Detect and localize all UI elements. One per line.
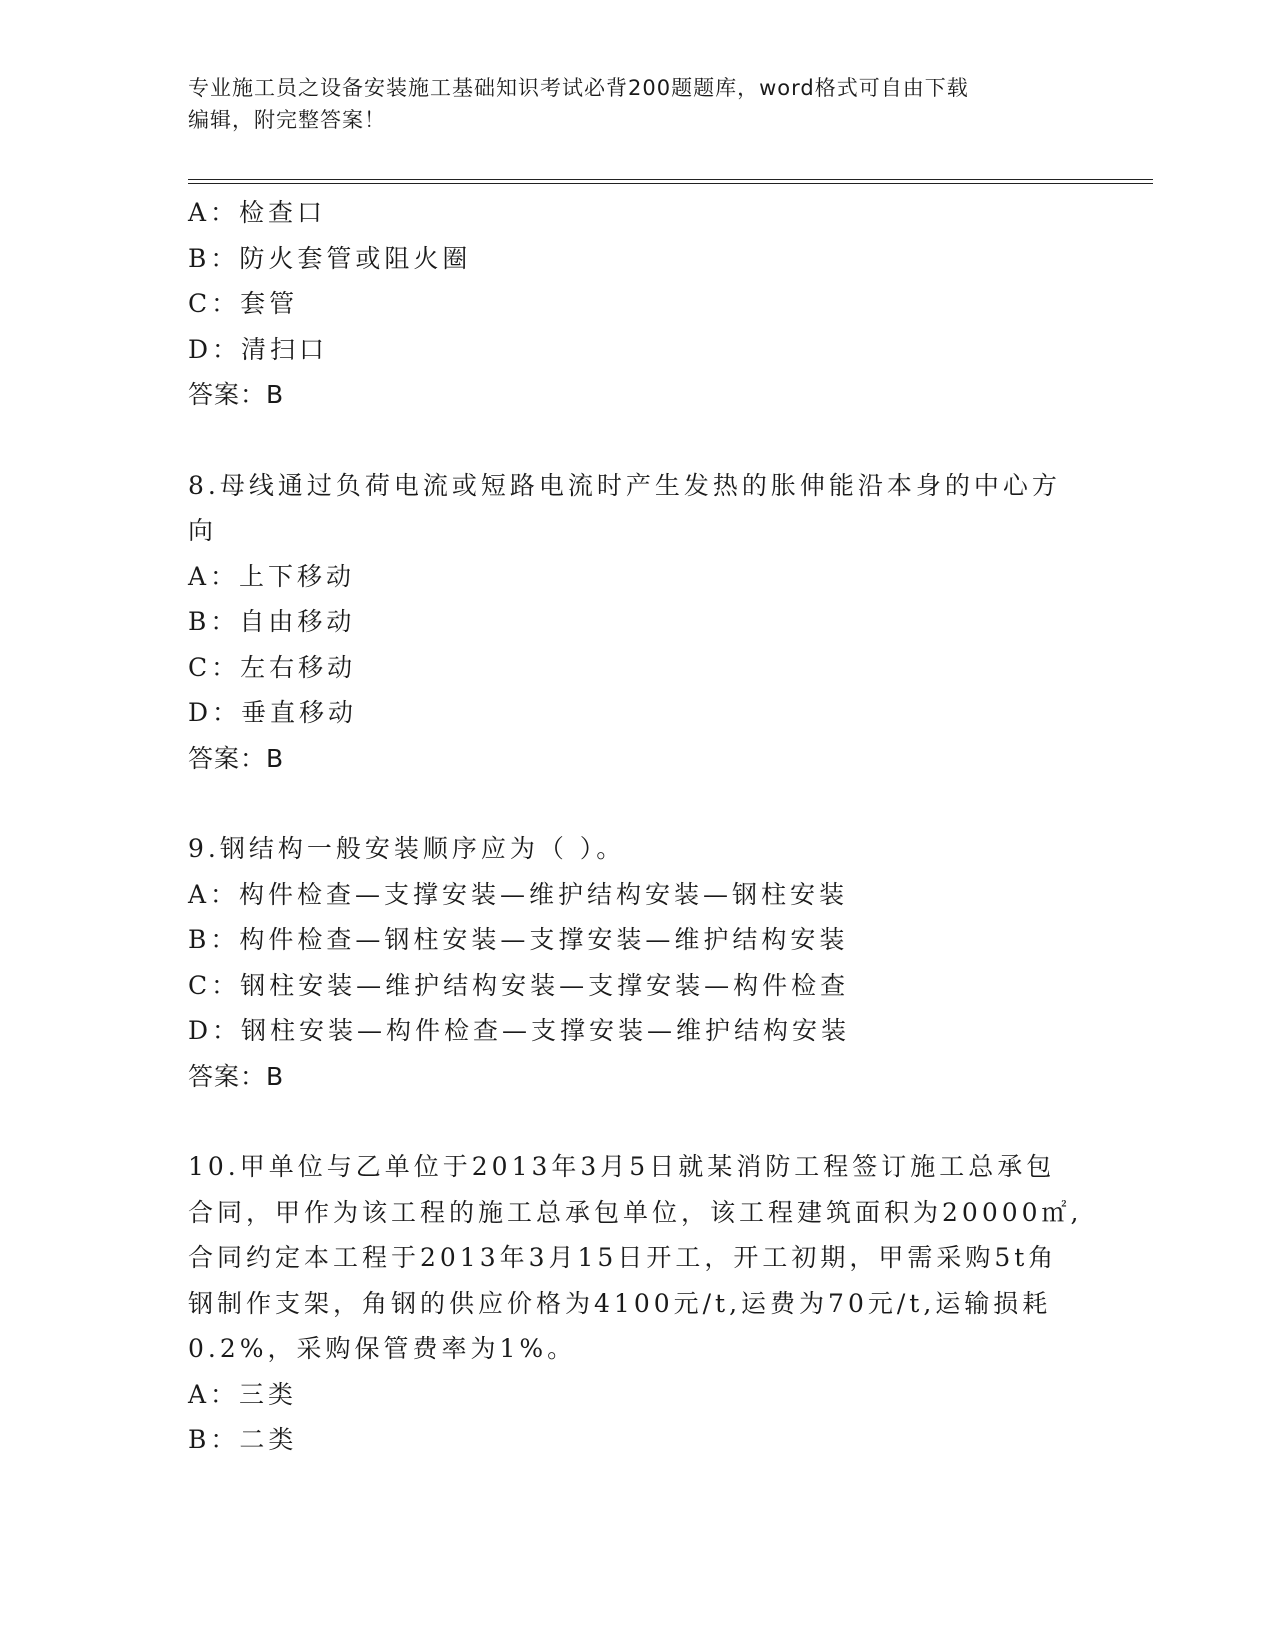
answer: 答案：B bbox=[188, 743, 285, 773]
option-a: A：上下移动 bbox=[188, 561, 356, 591]
option-d: D：清扫口 bbox=[188, 334, 329, 364]
option-d: D：钢柱安装—构件检查—支撑安装—维护结构安装 bbox=[188, 1016, 851, 1045]
document-body bbox=[188, 190, 1088, 1463]
question-text-line-2: 合同，甲作为该工程的施工总承包单位，该工程建筑面积为20000㎡, bbox=[188, 1197, 1083, 1227]
option-b: B：二类 bbox=[188, 1425, 298, 1454]
header-rule-bottom bbox=[188, 183, 1153, 184]
question-text-line-1: 10.甲单位与乙单位于2013年3月5日就某消防工程签订施工总承包 bbox=[188, 1152, 1056, 1181]
answer: 答案：B bbox=[188, 1061, 285, 1091]
question-7-block bbox=[188, 190, 1088, 418]
question-text-line-2: 向 bbox=[188, 516, 218, 545]
question-text: 9.钢结构一般安装顺序应为（ ）。 bbox=[188, 834, 626, 863]
option-d: D：垂直移动 bbox=[188, 698, 358, 727]
question-text-line-4: 钢制作支架，角钢的供应价格为4100元/t,运费为70元/t,运输损耗 bbox=[188, 1288, 1052, 1318]
option-c: C：套管 bbox=[188, 289, 299, 318]
option-b: B：防火套管或阻火圈 bbox=[188, 243, 472, 273]
question-8-block bbox=[188, 463, 1088, 782]
spacer bbox=[188, 781, 1088, 826]
option-a: A：构件检查—支撑安装—维护结构安装—钢柱安装 bbox=[188, 879, 849, 909]
answer: 答案：B bbox=[188, 380, 285, 409]
option-a: A：三类 bbox=[188, 1379, 298, 1409]
option-c: C：钢柱安装—维护结构安装—支撑安装—构件检查 bbox=[188, 970, 850, 1000]
spacer bbox=[188, 1099, 1088, 1144]
question-9-block bbox=[188, 826, 1088, 1099]
option-b: B：自由移动 bbox=[188, 607, 356, 636]
option-c: C：左右移动 bbox=[188, 652, 357, 682]
question-10-block bbox=[188, 1144, 1088, 1463]
header-rule-top bbox=[188, 179, 1153, 180]
header-line-2: 编辑，附完整答案！ bbox=[188, 108, 386, 132]
document-header bbox=[188, 72, 1088, 136]
question-text-line-3: 合同约定本工程于2013年3月15日开工，开工初期，甲需采购5t角 bbox=[188, 1243, 1058, 1272]
header-line-1: 专业施工员之设备安装施工基础知识考试必背200题题库，word格式可自由下载 bbox=[188, 76, 969, 100]
question-text-line-1: 8.母线通过负荷电流或短路电流时产生发热的胀伸能沿本身的中心方 bbox=[188, 470, 1061, 500]
option-a: A：检查口 bbox=[188, 198, 327, 227]
question-text-line-5: 0.2%，采购保管费率为1%。 bbox=[188, 1334, 577, 1363]
option-b: B：构件检查—钢柱安装—支撑安装—维护结构安装 bbox=[188, 925, 849, 954]
spacer bbox=[188, 418, 1088, 463]
